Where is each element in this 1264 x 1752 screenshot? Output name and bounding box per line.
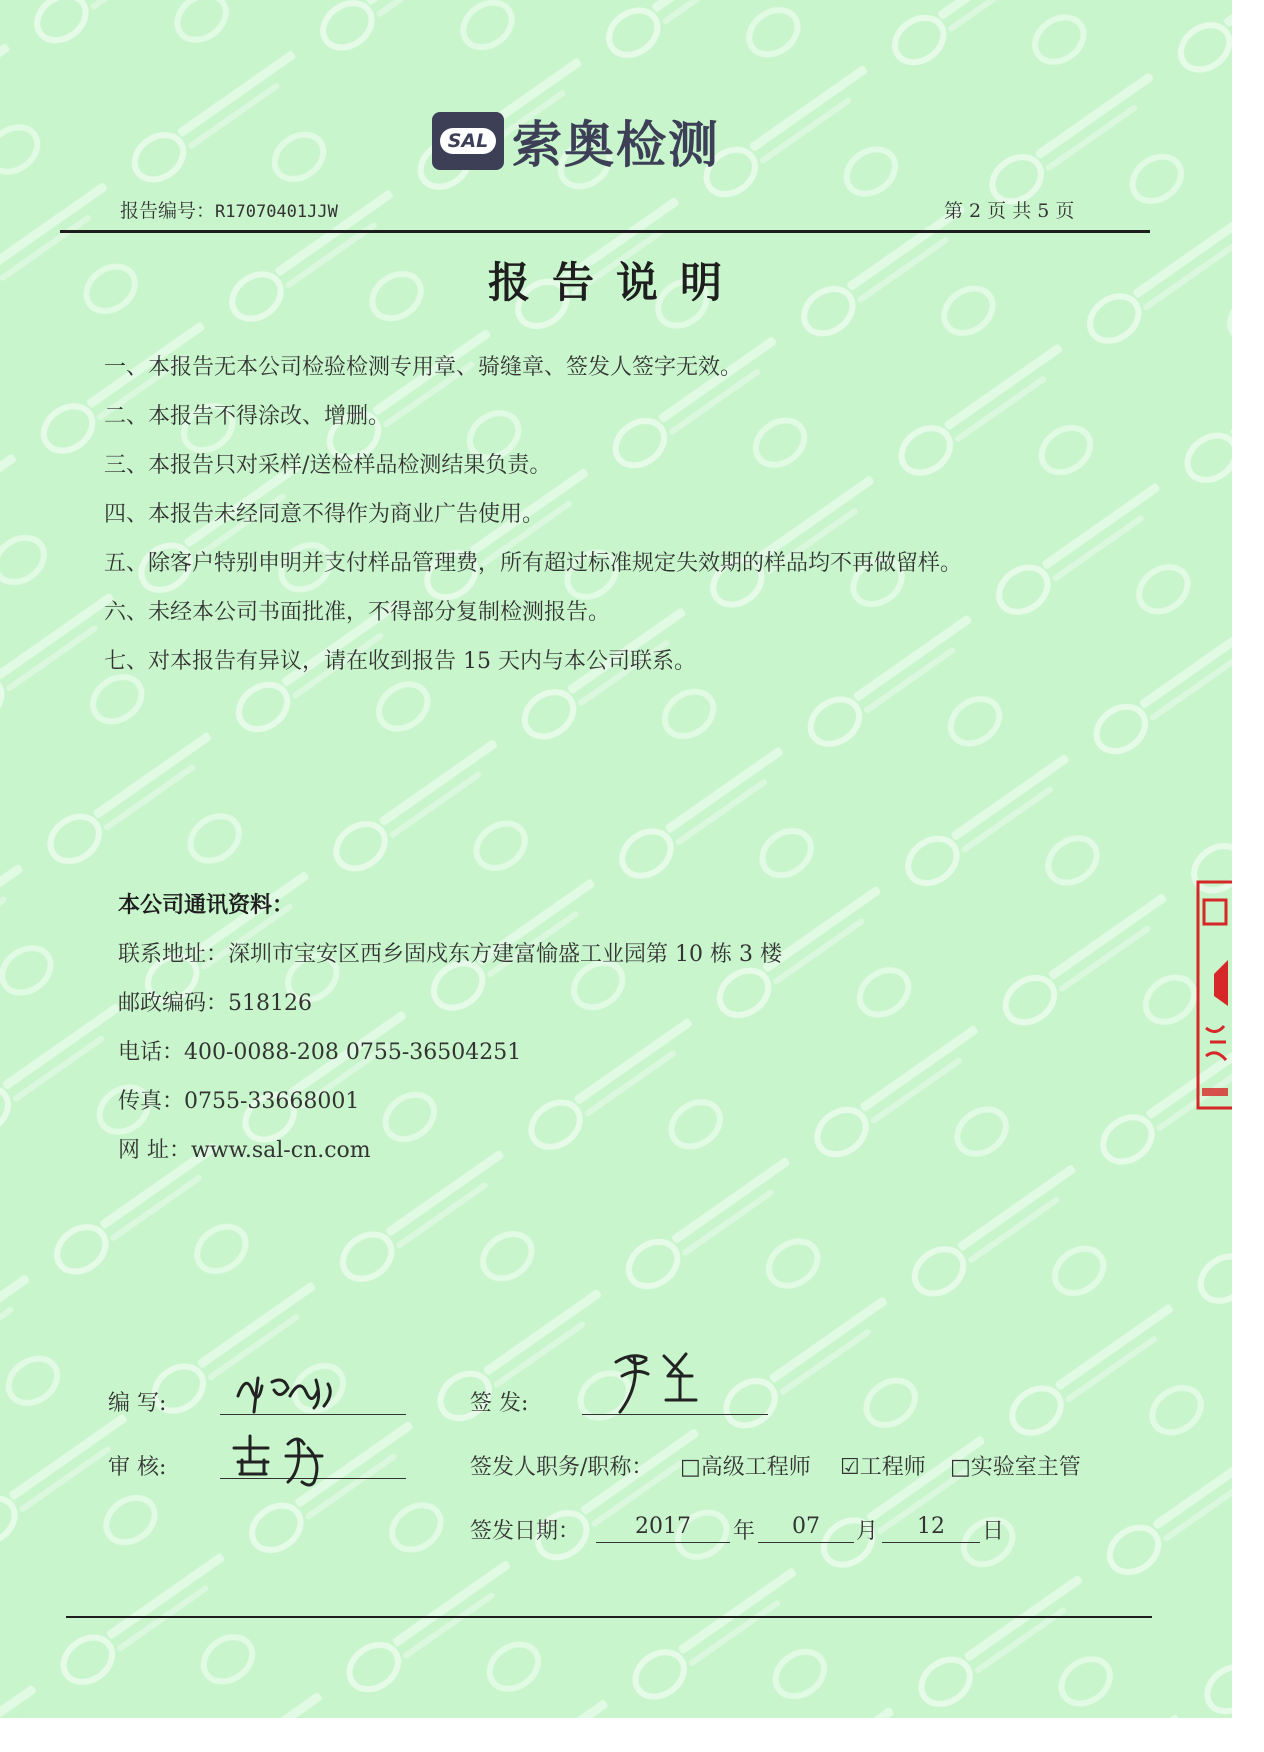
note-item: 五、除客户特别申明并支付样品管理费，所有超过标准规定失效期的样品均不再做留样。 xyxy=(104,551,963,576)
seam-stamp xyxy=(1196,878,1232,1112)
date-year: 2017 xyxy=(635,1514,691,1539)
date-month-line xyxy=(758,1542,854,1543)
contact-address: 联系地址：深圳市宝安区西乡固戍东方建富愉盛工业园第 10 栋 3 楼 xyxy=(118,942,782,967)
issued-by-label: 签 发: xyxy=(470,1391,529,1416)
report-number-label: 报告编号： xyxy=(120,200,216,222)
sal-logo-badge xyxy=(432,112,504,170)
position-label: 签发人职务/职称： xyxy=(470,1455,654,1480)
position-option-lab-supervisor: □实验室主管 xyxy=(950,1455,1081,1480)
position-option-senior-engineer: □高级工程师 xyxy=(680,1455,811,1480)
day-unit: 日 xyxy=(982,1519,1005,1544)
report-number-value: R17070401JJW xyxy=(215,202,338,222)
issued-by-signature xyxy=(608,1342,718,1416)
header-rule xyxy=(60,230,1150,233)
note-item: 三、本报告只对采样/送检样品检测结果负责。 xyxy=(104,453,552,478)
date-day-line xyxy=(882,1542,980,1543)
position-option-engineer: ☑工程师 xyxy=(840,1455,926,1480)
written-by-signature xyxy=(232,1366,342,1416)
date-year-line xyxy=(596,1542,730,1543)
report-notes xyxy=(104,350,962,693)
note-item: 二、本报告不得涂改、增删。 xyxy=(104,404,391,429)
contact-website: 网 址：www.sal-cn.com xyxy=(118,1138,371,1163)
contact-heading: 本公司通讯资料： xyxy=(118,892,295,918)
note-item: 七、对本报告有异议，请在收到报告 15 天内与本公司联系。 xyxy=(104,649,696,674)
contact-info xyxy=(118,888,782,1182)
reviewed-by-signature xyxy=(228,1426,348,1488)
note-item: 四、本报告未经同意不得作为商业广告使用。 xyxy=(104,502,545,527)
date-day: 12 xyxy=(917,1514,945,1539)
contact-phone: 电话：400-0088-208 0755-36504251 xyxy=(118,1040,522,1065)
company-logo xyxy=(432,110,720,172)
logo-badge-text: SAL xyxy=(440,128,497,154)
month-unit: 月 xyxy=(856,1519,879,1544)
year-unit: 年 xyxy=(733,1519,756,1544)
note-item: 一、本报告无本公司检验检测专用章、骑缝章、签发人签字无效。 xyxy=(104,355,743,380)
company-name: 索奥检测 xyxy=(512,116,720,174)
contact-postcode: 邮政编码：518126 xyxy=(118,991,312,1016)
issue-date-label: 签发日期： xyxy=(470,1519,581,1544)
page-number: 第 2 页 共 5 页 xyxy=(944,200,1075,222)
reviewed-by-label: 审 核: xyxy=(108,1455,167,1480)
report-number xyxy=(120,196,338,223)
contact-fax: 传真：0755-33668001 xyxy=(118,1089,360,1114)
page-title: 报告说明 xyxy=(487,258,744,307)
date-month: 07 xyxy=(792,1514,820,1539)
written-by-label: 编 写: xyxy=(108,1391,167,1416)
footer-rule xyxy=(66,1616,1152,1618)
note-item: 六、未经本公司书面批准，不得部分复制检测报告。 xyxy=(104,600,611,625)
